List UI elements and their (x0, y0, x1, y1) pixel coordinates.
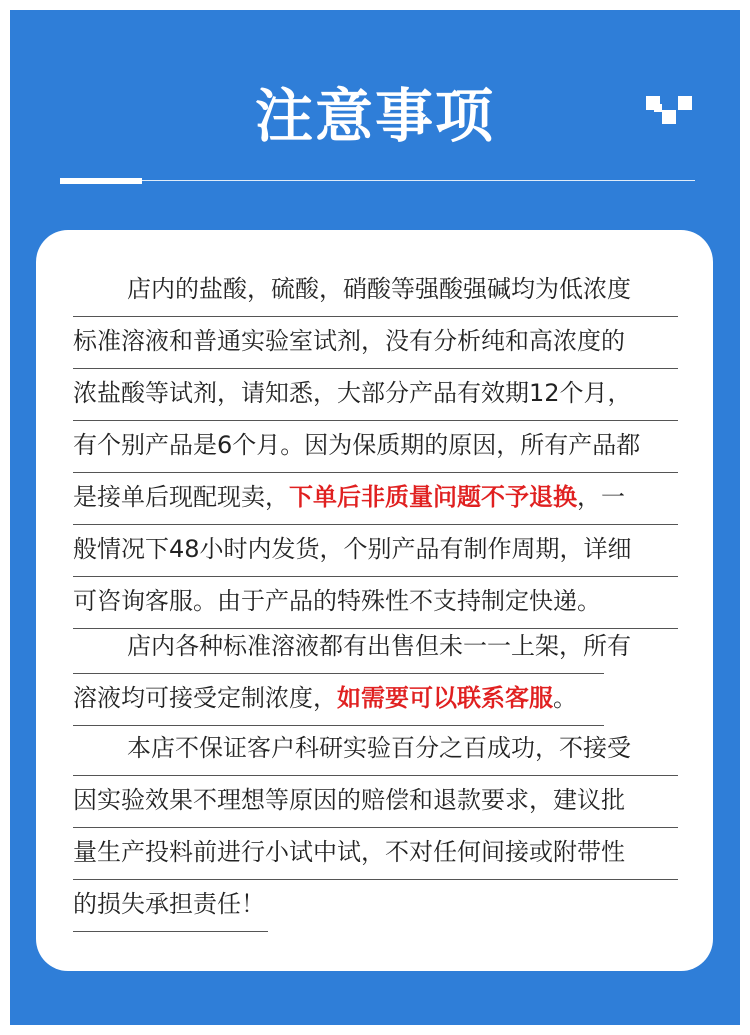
notice-line: 店内各种标准溶液都有出售但未一一上架，所有 (73, 622, 604, 674)
notice-line: 量生产投料前进行小试中试，不对任何间接或附带性 (73, 828, 678, 880)
notice-line: 的损失承担责任！ (73, 880, 268, 932)
notice-line: 浓盐酸等试剂，请知悉，大部分产品有效期12个月， (73, 369, 678, 421)
corner-squares-logo-icon (646, 92, 694, 128)
notice-line: 因实验效果不理想等原因的赔偿和退款要求，建议批 (73, 776, 678, 828)
header-divider (60, 180, 695, 181)
notice-line: 有个别产品是6个月。因为保质期的原因，所有产品都 (73, 421, 678, 473)
header-divider-accent (60, 178, 142, 184)
notice-line: 般情况下48小时内发货，个别产品有制作周期，详细 (73, 525, 678, 577)
contact-service-highlight: 如需要可以联系客服 (337, 684, 553, 712)
no-return-warning: 下单后非质量问题不予退换 (289, 483, 577, 511)
notice-paragraph-1 (73, 265, 678, 629)
notice-line: 标准溶液和普通实验室试剂，没有分析纯和高浓度的 (73, 317, 678, 369)
notice-text: 。 (553, 684, 577, 712)
notice-paragraph-2 (73, 622, 631, 726)
notice-line: 店内的盐酸，硫酸，硝酸等强酸强碱均为低浓度 (73, 265, 678, 317)
notice-card (36, 230, 713, 971)
notice-line: 本店不保证客户科研实验百分之百成功，不接受 (73, 724, 678, 776)
notice-text: 溶液均可接受定制浓度， (73, 684, 337, 712)
notice-paragraph-3 (73, 724, 678, 932)
page-title: 注意事项 (254, 82, 495, 150)
notice-text: 是接单后现配现卖， (73, 483, 289, 511)
notice-line: 可咨询客服。由于产品的特殊性不支持制定快递。 (73, 577, 678, 629)
notice-line (73, 473, 678, 525)
notice-line (73, 674, 604, 726)
notice-text: ，一 (577, 483, 625, 511)
